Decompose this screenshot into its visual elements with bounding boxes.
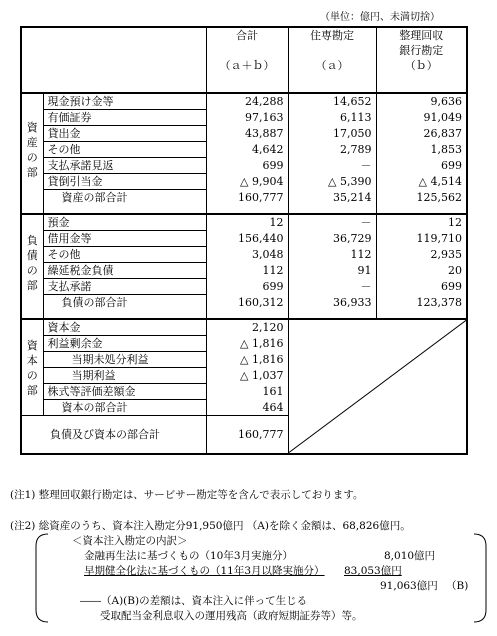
breakdown-title: ＜資本注入勘定の内訳＞	[72, 535, 188, 547]
liabilities-subtotal-jusen: 36,933	[288, 295, 376, 311]
assets-row	[21, 174, 467, 190]
assets-rcb: 91,049	[376, 110, 467, 126]
liabilities-item: 預金	[43, 214, 206, 231]
liabilities-total: 3,048	[252, 248, 284, 261]
spacer-cell	[21, 205, 43, 214]
capital-item: 当期未処分利益	[43, 352, 206, 368]
breakdown-line-2-value: 83,053億円	[344, 565, 402, 577]
assets-item: 貸倒引当金	[43, 174, 206, 190]
difference-note-line-2: 受取配当金利息収入の運用残高（政府短期証券等）等。	[100, 610, 363, 622]
spacer-cell	[288, 205, 376, 214]
assets-item: その他	[43, 142, 206, 158]
spacer-row	[21, 205, 467, 214]
assets-row	[21, 126, 467, 142]
assets-subtotal-row	[21, 190, 467, 206]
assets-row	[21, 110, 467, 126]
header-rcb	[376, 27, 467, 93]
breakdown-line-1-value: 8,010億円	[384, 550, 436, 562]
liabilities-subtotal-rcb: 123,378	[376, 295, 467, 311]
liabilities-total: 699	[262, 280, 284, 293]
assets-jusen: △ 5,390	[288, 174, 376, 190]
liabilities-row	[21, 214, 467, 231]
liabilities-rcb: 699	[376, 279, 467, 295]
note-2: (注2) 総資産のうち、資本注入勘定分91,950億円 （A)を除く金額は、68,826億円。	[10, 520, 411, 532]
assets-item: 現金預け金等	[43, 93, 206, 110]
assets-subtotal-label: 資産の部合計	[43, 190, 206, 206]
capital-label: 資 本 の 部	[21, 319, 43, 416]
assets-subtotal-total: 160,777	[238, 190, 284, 204]
liabilities-subtotal-label: 負債の部合計	[43, 295, 206, 311]
breakdown-line-1-label: 金融再生法に基づくもの（10年3月実施分）	[84, 550, 294, 562]
header-rcb-line-1: 整理回収	[399, 29, 444, 42]
spacer-cell	[376, 205, 467, 214]
capital-total: △ 1,816	[240, 353, 284, 366]
capital-item: 利益剰余金	[43, 336, 206, 352]
liabilities-row	[21, 231, 467, 247]
assets-jusen: 14,652	[288, 93, 376, 110]
difference-note-line-1: ――（A)(B)の差額は、資本注入に伴って生じる	[80, 595, 308, 607]
header-total-line-2	[211, 43, 284, 58]
grand-total-value: 160,777	[206, 416, 288, 454]
assets-row	[21, 142, 467, 158]
header-total-line-1: 合計	[236, 29, 258, 42]
header-jusen	[288, 27, 376, 93]
header-jusen-line-2	[293, 43, 372, 58]
liabilities-subtotal-row	[21, 295, 467, 311]
liabilities-rcb: 2,935	[376, 247, 467, 263]
assets-item: 貸出金	[43, 126, 206, 142]
capital-item: 株式等評価差額金	[43, 384, 206, 400]
header-row	[21, 27, 467, 93]
header-total-line-3: （ａ＋ｂ）	[219, 59, 275, 72]
header-rcb-line-2: 銀行勘定	[399, 44, 444, 57]
header-corner	[21, 27, 206, 93]
capital-item: 資本金	[43, 319, 206, 336]
header-rcb-line-3: （ｂ）	[404, 59, 438, 72]
assets-rcb: △ 4,514	[376, 174, 467, 190]
capital-diagonal-cell	[288, 319, 467, 454]
liabilities-jusen: 91	[288, 263, 376, 279]
header-total	[206, 27, 288, 93]
breakdown-sum-tag: （B)	[446, 580, 469, 592]
assets-jusen: －	[288, 158, 376, 174]
spacer-cell	[21, 310, 43, 319]
assets-label: 資 産 の 部	[21, 93, 43, 205]
capital-row	[21, 319, 467, 336]
liabilities-item: その他	[43, 247, 206, 263]
assets-jusen: 2,789	[288, 142, 376, 158]
spacer-cell	[43, 205, 206, 214]
diagonal-line	[289, 320, 467, 453]
assets-rcb: 1,853	[376, 142, 467, 158]
assets-total: 97,163	[245, 111, 284, 124]
spacer-cell	[376, 310, 467, 319]
breakdown-line-2-label: 早期健全化法に基づくもの（11年3月以降実施分）	[84, 565, 325, 577]
balance-sheet-table	[20, 26, 468, 455]
assets-total: △ 9,904	[240, 175, 284, 188]
spacer-cell	[206, 310, 288, 319]
assets-rcb: 699	[376, 158, 467, 174]
spacer-cell	[288, 310, 376, 319]
capital-subtotal-total: 464	[262, 400, 284, 414]
assets-jusen: 6,113	[288, 110, 376, 126]
assets-row	[21, 158, 467, 174]
liabilities-row	[21, 263, 467, 279]
assets-total: 43,887	[245, 127, 284, 140]
assets-subtotal-jusen: 35,214	[288, 190, 376, 206]
liabilities-jusen: 112	[288, 247, 376, 263]
header-jusen-line-3: （ａ）	[315, 59, 349, 72]
spacer-row	[21, 310, 467, 319]
liabilities-jusen: 36,729	[288, 231, 376, 247]
assets-total: 699	[262, 159, 284, 172]
assets-total: 4,642	[252, 143, 284, 156]
liabilities-label: 負 債 の 部	[21, 214, 43, 310]
liabilities-subtotal-total: 160,312	[238, 295, 284, 309]
assets-item: 支払承諾見返	[43, 158, 206, 174]
capital-subtotal-label: 資本の部合計	[43, 400, 206, 416]
assets-row	[21, 93, 467, 110]
liabilities-rcb: 119,710	[376, 231, 467, 247]
spacer-cell	[43, 310, 206, 319]
capital-total: 161	[262, 385, 284, 398]
assets-rcb: 9,636	[376, 93, 467, 110]
liabilities-rcb: 20	[376, 263, 467, 279]
liabilities-jusen: －	[288, 214, 376, 231]
liabilities-total: 156,440	[238, 232, 284, 245]
grand-total-label: 負債及び資本の部合計	[21, 416, 206, 454]
liabilities-item: 繰延税金負債	[43, 263, 206, 279]
liabilities-item: 借用金等	[43, 231, 206, 247]
note-1: (注1) 整理回収銀行勘定は、サービサー勘定等を含んで表示しております。	[10, 489, 364, 501]
breakdown-sum-value: 91,063億円	[380, 580, 438, 592]
assets-rcb: 26,837	[376, 126, 467, 142]
liabilities-rcb: 12	[376, 214, 467, 231]
assets-total: 24,288	[206, 93, 288, 110]
liabilities-item: 支払承諾	[43, 279, 206, 295]
liabilities-total: 112	[262, 264, 284, 277]
spacer-cell	[206, 205, 288, 214]
header-jusen-line-1: 住専勘定	[310, 29, 354, 42]
liabilities-total: 12	[206, 214, 288, 231]
assets-item: 有価証券	[43, 110, 206, 126]
capital-total: △ 1,816	[240, 337, 284, 350]
liabilities-jusen: －	[288, 279, 376, 295]
liabilities-row	[21, 279, 467, 295]
capital-total: 2,120	[206, 319, 288, 336]
liabilities-row	[21, 247, 467, 263]
capital-item: 当期利益	[43, 368, 206, 384]
assets-subtotal-rcb: 125,562	[376, 190, 467, 206]
capital-total: △ 1,037	[240, 369, 284, 382]
assets-jusen: 17,050	[288, 126, 376, 142]
unit-note: （単位：億円、未満切捨）	[320, 12, 440, 23]
